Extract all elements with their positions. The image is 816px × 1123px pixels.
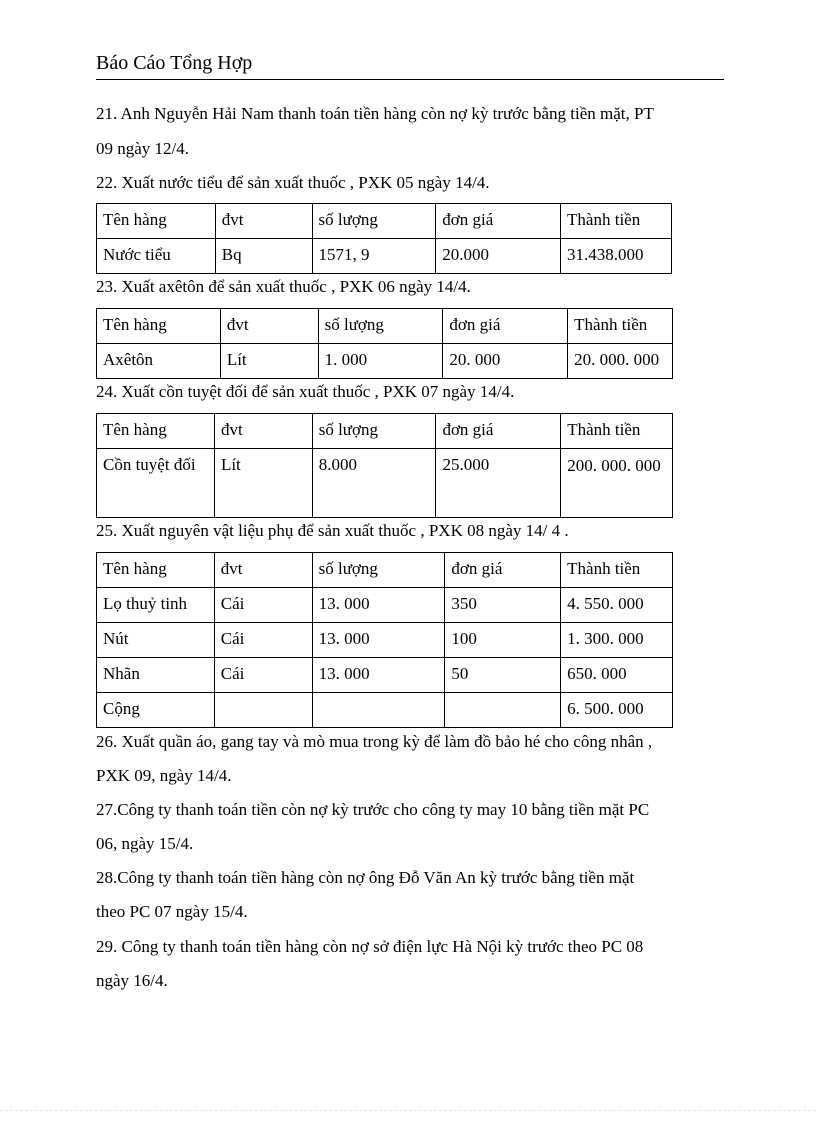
table-cell: Axêtôn (97, 344, 221, 379)
header-cell: Tên hàng (97, 414, 215, 449)
table-cell: Cái (214, 623, 312, 658)
table-cell: 1. 000 (318, 344, 443, 379)
header-cell: đơn giá (443, 309, 568, 344)
table-nuoc-tieu (96, 203, 672, 274)
paragraph-24: 24. Xuất cồn tuyệt đối để sản xuất thuốc , PXK 07 ngày 14/4. (96, 382, 515, 401)
table-con-tuyet-doi (96, 413, 673, 518)
table-cell: 31.438.000 (561, 239, 672, 274)
table-cell: 6. 500. 000 (561, 693, 673, 728)
table-header-row (97, 553, 673, 588)
table-cell (214, 693, 312, 728)
paragraph-27-line-2: 06, ngày 15/4. (96, 834, 194, 853)
header-cell: Tên hàng (97, 204, 216, 239)
paragraph-27-line-1: 27.Công ty thanh toán tiền còn nợ kỳ trước cho công ty may 10 bằng tiền mặt PC (96, 800, 650, 819)
table-cell: 13. 000 (312, 658, 445, 693)
paragraph-29-line-2: ngày 16/4. (96, 971, 168, 990)
table-cell: 25.000 (436, 449, 561, 518)
table-cell: 1. 300. 000 (561, 623, 673, 658)
table-cell: 13. 000 (312, 623, 445, 658)
paragraph-29-line-1: 29. Công ty thanh toán tiền hàng còn nợ sở điện lực Hà Nội kỳ trước theo PC 08 (96, 937, 644, 956)
table-row (97, 658, 673, 693)
table-row (97, 449, 673, 518)
header-cell: Thành tiền (568, 309, 673, 344)
paragraph-21-line-2: 09 ngày 12/4. (96, 139, 190, 158)
header-cell: đvt (220, 309, 318, 344)
header-cell: Thành tiền (561, 204, 672, 239)
table-cell (445, 693, 561, 728)
header-cell: đvt (215, 204, 312, 239)
table-cell (312, 693, 445, 728)
table-cell: 20.000 (436, 239, 561, 274)
table-row (97, 344, 673, 379)
table-axeton (96, 308, 673, 379)
header-cell: số lượng (312, 553, 445, 588)
table-row (97, 623, 673, 658)
paragraph-23: 23. Xuất axêtôn để sản xuất thuốc , PXK 06 ngày 14/4. (96, 277, 471, 296)
table-cell: Nhãn (97, 658, 215, 693)
header-cell: Thành tiền (561, 414, 673, 449)
paragraph-26-line-2: PXK 09, ngày 14/4. (96, 766, 232, 785)
table-cell: 200. 000. 000 (561, 449, 673, 518)
table-cell: Cái (214, 658, 312, 693)
header-cell: Tên hàng (97, 553, 215, 588)
paragraph-22: 22. Xuất nước tiểu để sản xuất thuốc , PXK 05 ngày 14/4. (96, 173, 490, 192)
header-title: Báo Cáo Tổng Hợp (96, 52, 253, 74)
paragraph-28-line-1: 28.Công ty thanh toán tiền hàng còn nợ ông Đỗ Văn An kỳ trước bằng tiền mặt (96, 868, 635, 887)
paragraph-26-line-1: 26. Xuất quần áo, gang tay và mò mua trong kỳ để làm đồ bảo hé cho công nhân , (96, 732, 653, 751)
table-row (97, 239, 672, 274)
table-cell: 100 (445, 623, 561, 658)
header-cell: đơn giá (445, 553, 561, 588)
header-cell: số lượng (318, 309, 443, 344)
page-header (96, 50, 724, 80)
header-cell: đơn giá (436, 204, 561, 239)
table-cell: Nước tiểu (97, 239, 216, 274)
table-cell: 13. 000 (312, 588, 445, 623)
table-header-row (97, 204, 672, 239)
table-cell: 20. 000. 000 (568, 344, 673, 379)
header-cell: số lượng (312, 414, 436, 449)
table-cell: Cái (214, 588, 312, 623)
table-header-row (97, 309, 673, 344)
table-vat-lieu-phu (96, 552, 673, 728)
header-cell: số lượng (312, 204, 436, 239)
table-cell: Lít (214, 449, 312, 518)
table-total-row (97, 693, 673, 728)
header-cell: đơn giá (436, 414, 561, 449)
paragraph-21-line-1: 21. Anh Nguyễn Hải Nam thanh toán tiền hàng còn nợ kỳ trước bằng tiền mặt, PT (96, 104, 654, 123)
table-cell: 50 (445, 658, 561, 693)
header-cell: Tên hàng (97, 309, 221, 344)
table-cell: Lọ thuỷ tinh (97, 588, 215, 623)
table-cell: 4. 550. 000 (561, 588, 673, 623)
page-bottom-rule (0, 1110, 816, 1111)
table-cell: 650. 000 (561, 658, 673, 693)
table-cell: 8.000 (312, 449, 436, 518)
table-cell: 20. 000 (443, 344, 568, 379)
header-cell: đvt (214, 414, 312, 449)
table-row (97, 588, 673, 623)
table-cell: Cộng (97, 693, 215, 728)
table-cell: Cồn tuyệt đối (97, 449, 215, 518)
header-cell: đvt (214, 553, 312, 588)
table-cell: 350 (445, 588, 561, 623)
table-cell: Nút (97, 623, 215, 658)
paragraph-28-line-2: theo PC 07 ngày 15/4. (96, 902, 248, 921)
table-cell: Lít (220, 344, 318, 379)
table-header-row (97, 414, 673, 449)
paragraph-25: 25. Xuất nguyên vật liệu phụ để sản xuất thuốc , PXK 08 ngày 14/ 4 . (96, 521, 569, 540)
header-cell: Thành tiền (561, 553, 673, 588)
table-cell: Bq (215, 239, 312, 274)
table-cell: 1571, 9 (312, 239, 436, 274)
